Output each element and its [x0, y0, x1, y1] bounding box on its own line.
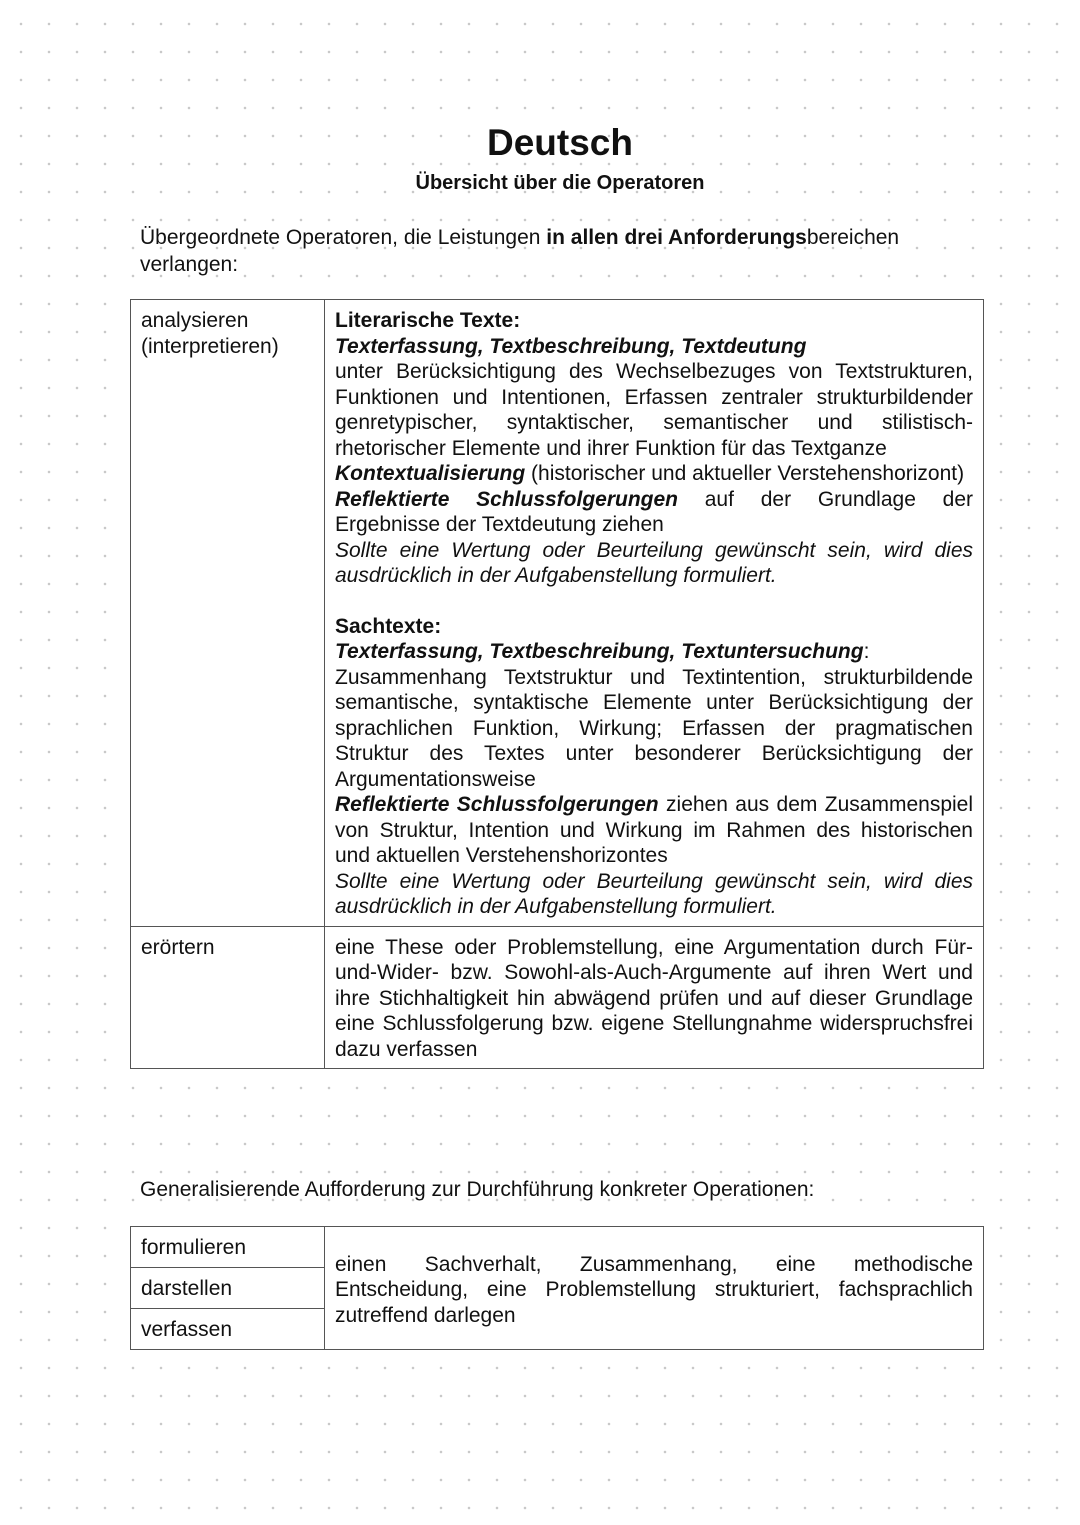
conclusions-label: Reflektierte Schlussfolgerungen: [335, 487, 678, 511]
literary-note: Sollte eine Wertung oder Beurteilung gewünscht sein, wird dies ausdrücklich in der Aufgabenstellung formuliert.: [335, 538, 973, 587]
literary-conclusions: [335, 487, 973, 538]
factual-subheading-colon: :: [863, 640, 870, 663]
table-row: [131, 926, 984, 1069]
description-cell: einen Sachverhalt, Zusammenhang, eine methodische Entscheidung, eine Problemstellung strukturiert, fachsprachlich zutreffend darlegen: [325, 1227, 984, 1350]
context-label: Kontextualisierung: [335, 462, 526, 485]
conclusions-text: auf der Grundlage der Ergebnisse der Textdeutung ziehen: [335, 487, 973, 536]
literary-heading: Literarische Texte:: [335, 309, 521, 332]
factual-conclusions-label: Reflektierte Schlussfolgerungen: [335, 793, 659, 816]
operator-alias: (interpretieren): [141, 334, 279, 358]
literary-subheading: Texterfassung, Textbeschreibung, Textdeutung: [335, 334, 807, 358]
discussion-text: eine These oder Problemstellung, eine Argumentation durch Für-und-Wider- bzw. Sowohl-als-Auch-Argumente auf ihren Wert und ihre Stichhaltigkeit hin abwägend prüfen und auf dieser Grundlage eine Schlussfolgerung bzw. eigene Stellungnahme widerspruchsfrei dazu verfassen: [335, 935, 973, 1061]
operator-cell: verfassen: [131, 1309, 325, 1350]
operator-cell: [131, 926, 325, 1069]
intro-paragraph: [140, 224, 990, 278]
context-text: (historischer und aktueller Verstehenshorizont): [525, 462, 965, 485]
operator-cell: formulieren: [131, 1227, 325, 1268]
intro-text: Übergeordnete Operatoren, die Leistungen: [140, 226, 547, 249]
literary-context: [335, 461, 973, 487]
factual-note: Sollte eine Wertung oder Beurteilung gewünscht sein, wird dies ausdrücklich in der Aufgabenstellung formuliert.: [335, 869, 973, 918]
factual-conclusions-text: ziehen aus dem Zusammenspiel von Struktur, Intention und Wirkung im Rahmen des historischen und aktuellen Verstehenshorizontes: [335, 793, 974, 867]
intro-text-end: bereichen verlangen:: [140, 226, 900, 276]
table-row: [131, 1227, 984, 1268]
literary-text: unter Berücksichtigung des Wechselbezuges von Textstrukturen, Funktionen und Intentionen, Erfassen zentraler strukturbildender genretypischer, syntaktischer, semantischer und stilistisch-rhetorischer Elemente und ihrer Funktion für das Textganze: [335, 360, 973, 460]
factual-heading: Sachtexte:: [335, 614, 442, 638]
description-cell: [325, 926, 984, 1069]
operator-name: erörtern: [141, 935, 215, 959]
factual-subheading-line: [335, 639, 973, 665]
intro-emphasis: in allen drei Anforderungs: [546, 226, 807, 249]
operator-cell: [131, 300, 325, 927]
factual-subheading: Texterfassung, Textbeschreibung, Textuntersuchung: [335, 640, 864, 663]
operators-table: [130, 299, 984, 1069]
page-subtitle: Übersicht über die Operatoren: [415, 172, 705, 194]
operator-name: analysieren: [141, 309, 249, 332]
section-heading: Generalisierende Aufforderung zur Durchführung konkreter Operationen:: [140, 1178, 815, 1201]
spacer: [335, 589, 973, 614]
operator-cell: darstellen: [131, 1268, 325, 1309]
factual-conclusions: [335, 792, 973, 869]
page-title: Deutsch: [487, 122, 633, 163]
general-operators-table: [130, 1226, 984, 1350]
table-row: [131, 300, 984, 927]
description-cell: [325, 300, 984, 927]
factual-text: Zusammenhang Textstruktur und Textintention, strukturbildende semantische, syntaktische Elemente unter Berücksichtigung der sprachlichen Funktion, Wirkung; Erfassen der pragmatischen Struktur des Textes unter besonderer Berücksichtigung der Argumentationsweise: [335, 665, 973, 791]
